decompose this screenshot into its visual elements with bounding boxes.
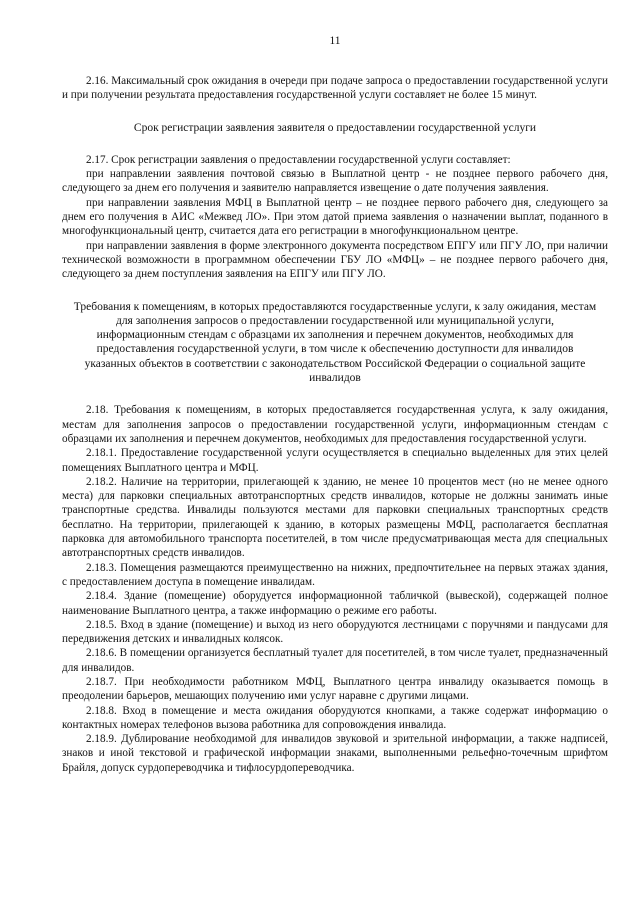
paragraph-2-17-electronic: при направлении заявления в форме электронного документа посредством ЕПГУ или ПГУ ЛО, при наличии технической возможности в программном обеспечении ГБУ ЛО «МФЦ» – не позднее первого рабочего дня, следующего за днем поступления заявления на ЕПГУ или ПГУ ЛО. bbox=[62, 239, 608, 281]
paragraph-2-17-mfc: при направлении заявления МФЦ в Выплатной центр – не позднее первого рабочего дня, следующего за днем его получения в АИС «Межвед ЛО». При этом датой приема заявления о назначении выплат, поданного в многофункциональный центр, считается дата его регистрации в многофункциональном центре. bbox=[62, 196, 608, 238]
paragraph-2-18-3: 2.18.3. Помещения размещаются преимущественно на нижних, предпочтительнее на первых этажах здания, с предоставлением доступа в помещение инвалидам. bbox=[62, 561, 608, 588]
paragraph-2-18-6: 2.18.6. В помещении организуется бесплатный туалет для посетителей, в том числе туалет, предназначенный для инвалидов. bbox=[62, 647, 608, 674]
paragraph-2-18-5: 2.18.5. Вход в здание (помещение) и выход из него оборудуются лестницами с поручнями и пандусами для передвижения детских и инвалидных колясок. bbox=[62, 618, 608, 646]
section-heading-registration: Срок регистрации заявления заявителя о предоставлении государственной услуги bbox=[133, 121, 537, 134]
paragraph-2-17: 2.17. Срок регистрации заявления о предоставлении государственной услуги составляет: bbox=[86, 153, 511, 166]
paragraph-2-18-8: 2.18.8. Вход в помещение и места ожидания оборудуются кнопками, а также содержат информацию о контактных номерах телефонов вызова работника для сопровождения инвалида. bbox=[62, 704, 608, 731]
section-heading-requirements: Требования к помещениям, в которых предоставляются государственные услуги, к залу ожидания, местам для заполнения запросов о предоставлении государственной или муниципальной услуги, информационным стендам с образцами их заполнения и перечнем документов, необходимых для предоставления государственной услуги, в том числе к обеспечению доступности для инвалидов указанных объектов в соответствии с законодательством Российской Федерации о социальной защите инвалидов bbox=[73, 300, 597, 385]
paragraph-2-18-7: 2.18.7. При необходимости работником МФЦ, Выплатного центра инвалиду оказывается помощь в преодолении барьеров, мешающих получению ими услуг наравне с другими лицами. bbox=[62, 675, 608, 703]
paragraph-2-18-1: 2.18.1. Предоставление государственной услуги осуществляется в специально выделенных для этих целей помещениях Выплатного центра и МФЦ. bbox=[62, 447, 608, 474]
paragraph-2-17-mail: при направлении заявления почтовой связью в Выплатной центр - не позднее первого рабочего дня, следующего за днем его получения и заявителю направляется извещение о дате получения заявления. bbox=[62, 168, 608, 195]
paragraph-2-16: 2.16. Максимальный срок ожидания в очереди при подаче запроса о предоставлении государственной услуги и при получении результата предоставления государственной услуги составляет не более 15 минут. bbox=[62, 75, 608, 102]
paragraph-2-18-9: 2.18.9. Дублирование необходимой для инвалидов звуковой и зрительной информации, а также надписей, знаков и иной текстовой и графической информации знаками, выполненными рельефно-точечным шрифтом Брайля, допуск сурдопереводчика и тифлосурдопереводчика. bbox=[62, 733, 608, 774]
paragraph-2-18-4: 2.18.4. Здание (помещение) оборудуется информационной табличкой (вывеской), содержащей полное наименование Выплатного центра, а также информацию о режиме его работы. bbox=[62, 590, 608, 617]
page-number: 11 bbox=[329, 35, 341, 47]
paragraph-2-18: 2.18. Требования к помещениям, в которых предоставляется государственная услуга, к залу ожидания, местам для заполнения запросов о предоставлении государственной услуги, информационным стендам с образцами их заполнения и перечнем документов, необходимых для предоставления государственной услуги. bbox=[62, 404, 608, 445]
paragraph-2-18-2: 2.18.2. Наличие на территории, прилегающей к зданию, не менее 10 процентов мест (но не менее одного места) для парковки специальных автотранспортных средств инвалидов, которые не должны занимать иные транспортные средства. Инвалиды пользуются местами для парковки специальных транспортных средств бесплатно. На территории, прилегающей к зданию, в которых размещены МФЦ, располагается бесплатная парковка для автомобильного транспорта посетителей, в том числе предусматривающая места для специальных автотранспортных средств инвалидов. bbox=[62, 475, 608, 560]
